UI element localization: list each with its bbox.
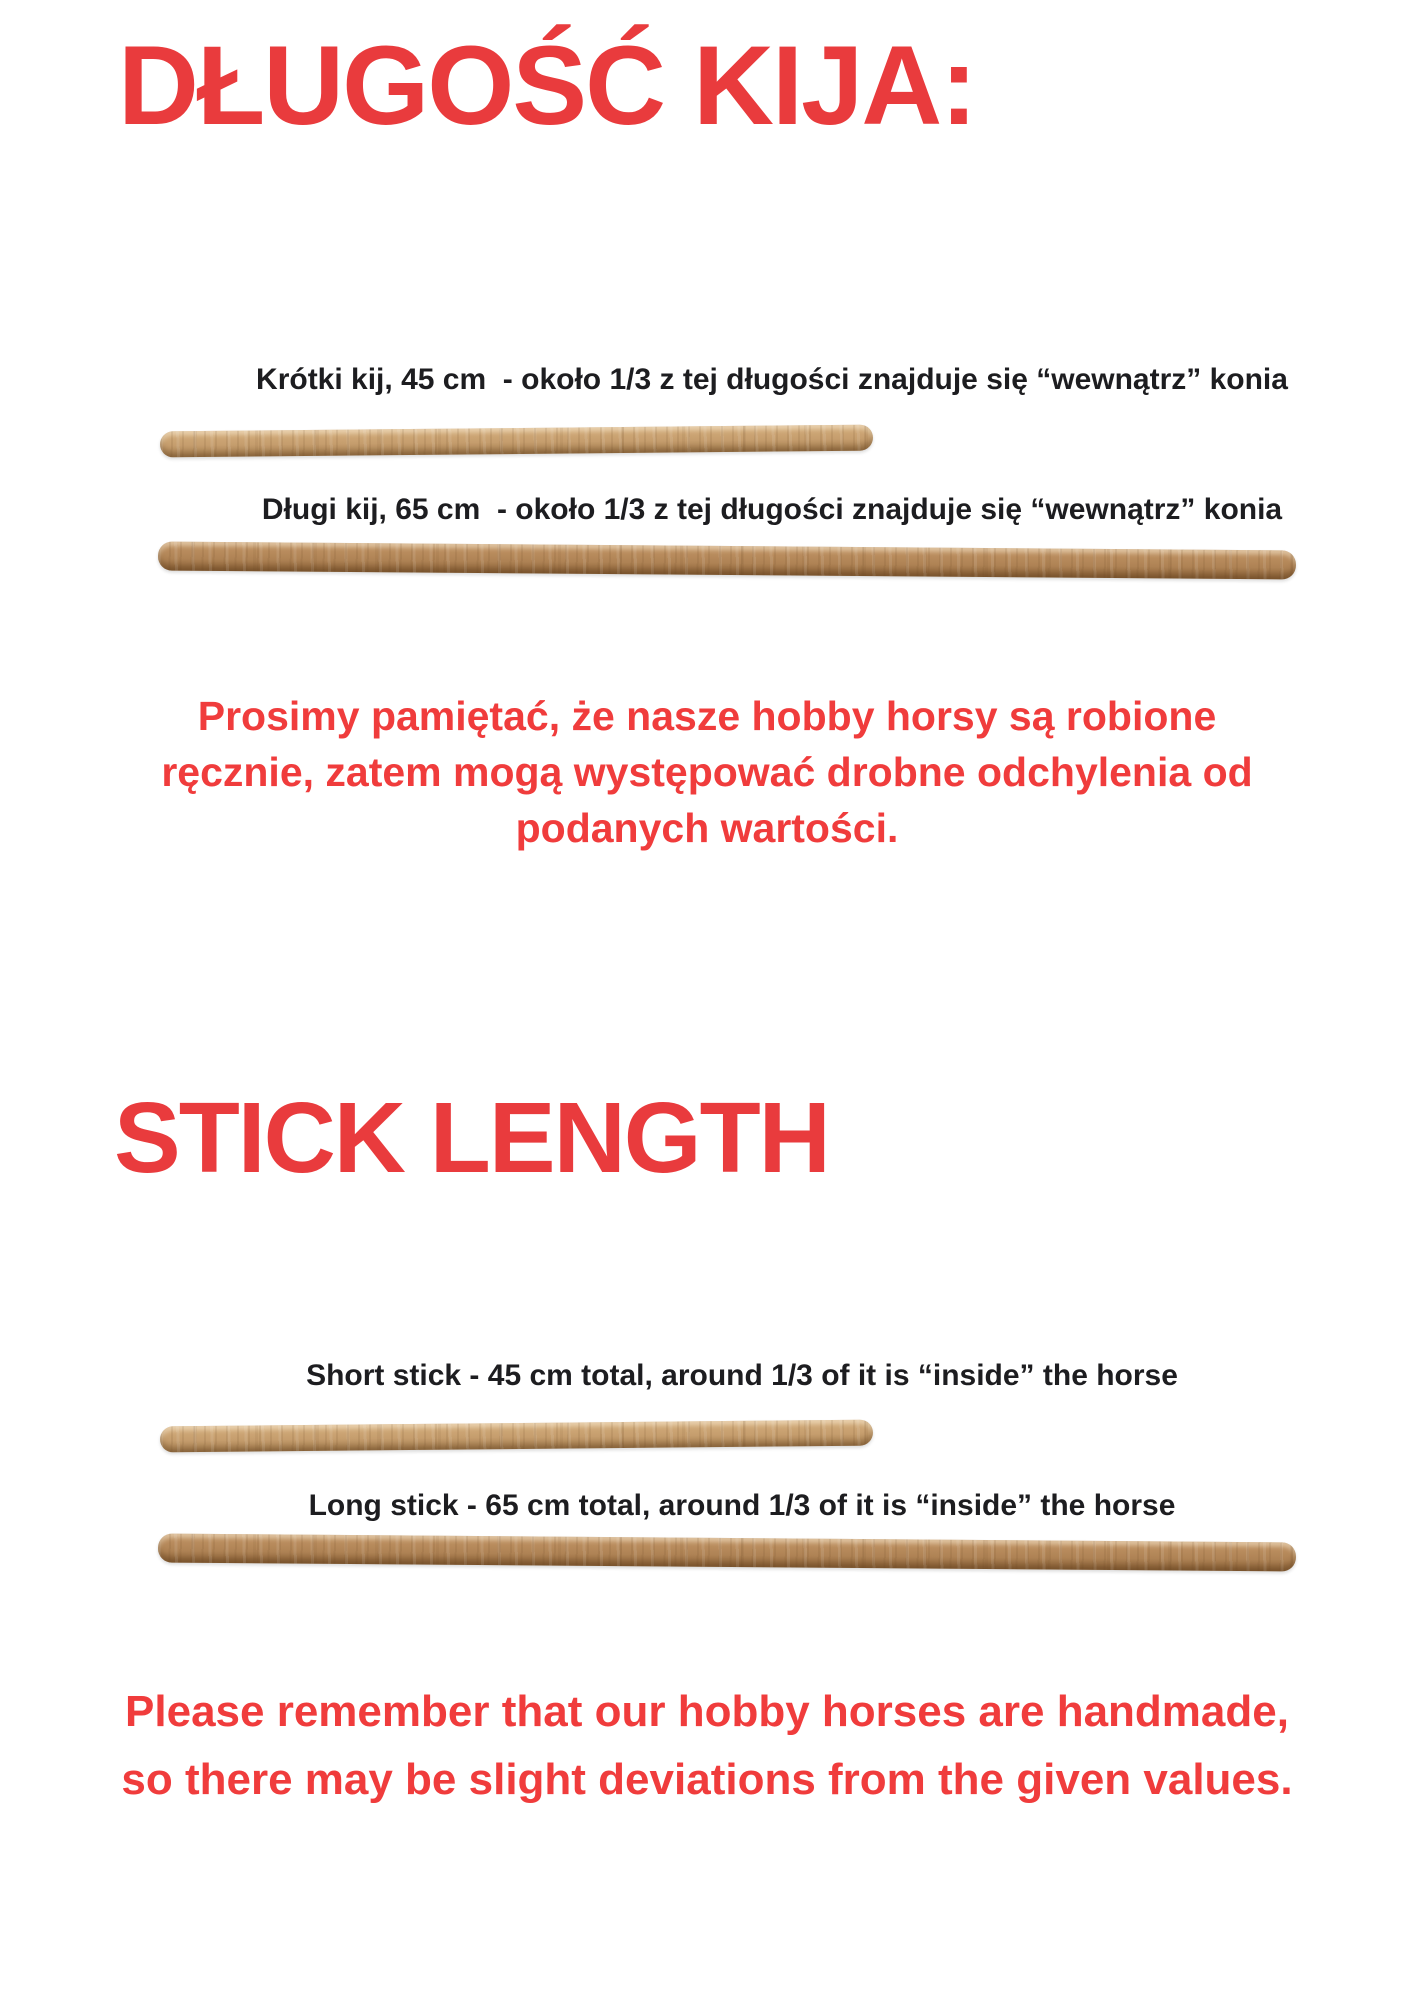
polish-long-stick-label: Długi kij, 65 cm - około 1/3 z tej długości znajduje się “wewnątrz” konia [261, 493, 1283, 526]
english-handmade-note [0, 1678, 1414, 1814]
polish-note-line-3: podanych wartości. [515, 805, 899, 851]
long-stick-image [158, 1534, 1296, 1572]
polish-note-line-1: Prosimy pamiętać, że nasze hobby horsy są robione [197, 693, 1217, 739]
polish-note-line-2: ręcznie, zatem mogą występować drobne odchylenia od [161, 749, 1253, 795]
english-long-stick-label: Long stick - 65 cm total, around 1/3 of it is “inside” the horse [308, 1489, 1176, 1522]
english-note-line-1: Please remember that our hobby horses are handmade, [125, 1687, 1289, 1736]
short-stick-image [160, 425, 873, 458]
english-short-stick-label: Short stick - 45 cm total, around 1/3 of it is “inside” the horse [306, 1359, 1178, 1392]
polish-handmade-note [0, 688, 1414, 856]
long-stick-image [158, 542, 1296, 580]
polish-short-stick-label: Krótki kij, 45 cm - około 1/3 z tej długości znajduje się “wewnątrz” konia [256, 363, 1288, 396]
english-note-line-2: so there may be slight deviations from the given values. [121, 1755, 1293, 1804]
short-stick-image [160, 1420, 873, 1453]
polish-heading: DŁUGOŚĆ KIJA: [118, 23, 976, 148]
english-heading: STICK LENGTH [114, 1082, 829, 1194]
